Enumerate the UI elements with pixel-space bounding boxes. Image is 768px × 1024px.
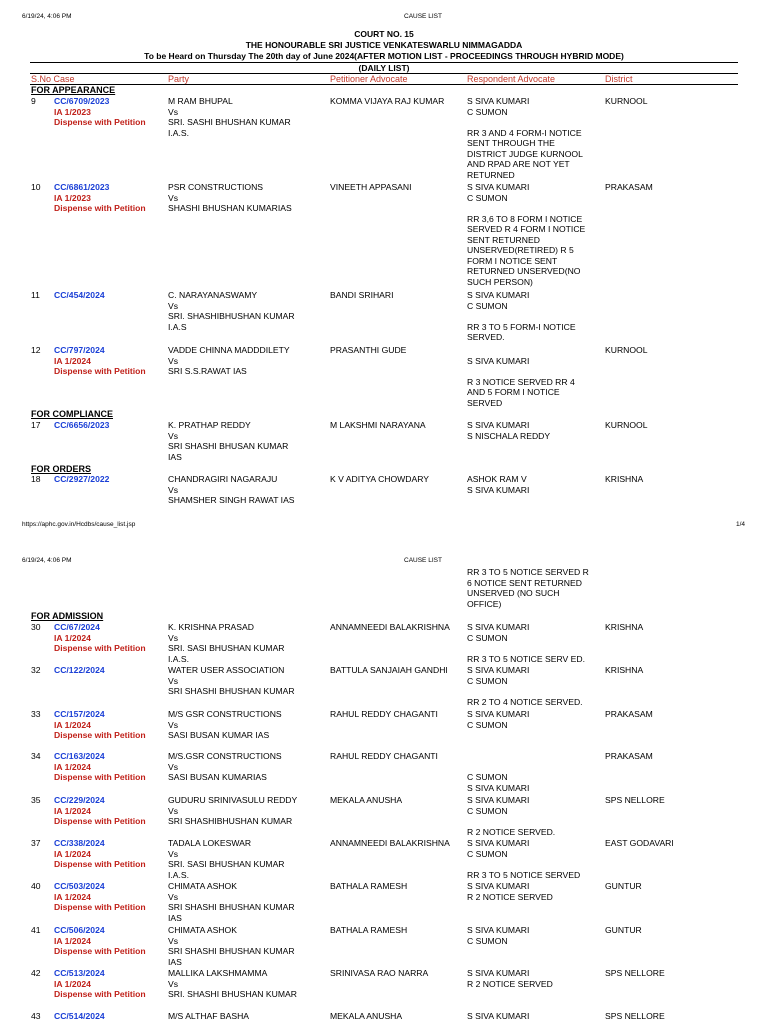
petition-note: Dispense with Petition	[54, 643, 146, 653]
party-line: M/S.GSR CONSTRUCTIONS	[168, 751, 282, 761]
respondent-line: S SIVA KUMARI	[467, 925, 530, 935]
party-block	[168, 709, 282, 741]
respondent-block	[467, 795, 555, 837]
petition-note: Dispense with Petition	[54, 989, 146, 999]
party-line: I.A.S.	[168, 653, 190, 664]
party-block	[168, 881, 295, 923]
case-block	[54, 345, 146, 377]
party-block	[168, 665, 295, 697]
respondent-line: C SUMON	[467, 632, 508, 643]
case-number-link[interactable]: CC/514/2024	[54, 1011, 105, 1021]
case-number-link[interactable]: CC/503/2024	[54, 881, 105, 891]
respondent-line: C SUMON	[467, 719, 508, 730]
party-line: I.A.S.	[168, 869, 190, 880]
party-block	[168, 622, 285, 664]
party-line: SRI. SASHI BHUSHAN KUMAR	[168, 117, 291, 127]
party-line: IAS	[168, 451, 182, 462]
case-number-link[interactable]: CC/6861/2023	[54, 182, 110, 192]
print-date-page2: 6/19/24, 4:06 PM	[22, 557, 72, 564]
party-line: SRI SHASHI BHUSAN KUMAR	[168, 441, 289, 451]
party-line: Vs	[168, 805, 179, 816]
petition-note: Dispense with Petition	[54, 730, 146, 740]
party-line: SRI. SHASHI BHUSHAN KUMAR	[168, 989, 297, 999]
case-number-link[interactable]: CC/122/2024	[54, 665, 105, 675]
district: KRISHNA	[605, 622, 644, 632]
respondent-line: AND 5 FORM I NOTICE	[467, 387, 560, 397]
respondent-line: C SUMON	[467, 772, 508, 782]
party-line: Vs	[168, 761, 179, 772]
serial-number: 30	[31, 622, 41, 632]
respondent-line: FORM I NOTICE SENT	[467, 255, 558, 266]
serial-number: 40	[31, 881, 41, 891]
respondent-line	[467, 859, 580, 870]
respondent-line: SERVED.	[467, 332, 505, 342]
petition-note: Dispense with Petition	[54, 946, 146, 956]
serial-number: 32	[31, 665, 41, 675]
respondent-line: RR 3,6 TO 8 FORM I NOTICE	[467, 213, 583, 224]
case-number-link[interactable]: CC/157/2024	[54, 709, 105, 719]
section-for-appearance: FOR APPEARANCE	[31, 85, 116, 95]
respondent-line: SERVED	[467, 397, 503, 408]
party-line: Vs	[168, 675, 179, 686]
section-for-compliance: FOR COMPLIANCE	[31, 409, 113, 419]
respondent-line: SERVED R 4 FORM I NOTICE	[467, 224, 586, 234]
party-line: Vs	[168, 355, 179, 366]
petitioner-advocate: RAHUL REDDY CHAGANTI	[330, 751, 438, 761]
district: SPS NELLORE	[605, 1011, 665, 1021]
column-header-district: District	[605, 74, 633, 84]
petitioner-advocate: M LAKSHMI NARAYANA	[330, 420, 426, 430]
respondent-line	[467, 203, 585, 214]
case-block	[54, 622, 146, 654]
petition-note: Dispense with Petition	[54, 203, 146, 213]
respondent-line: S SIVA KUMARI	[467, 484, 530, 495]
case-block	[54, 968, 146, 1000]
column-header-sno-case: S.No Case	[31, 74, 75, 84]
respondent-line: S SIVA KUMARI	[467, 355, 530, 366]
district: SPS NELLORE	[605, 968, 665, 978]
respondent-line: C SUMON	[467, 935, 508, 946]
case-block	[54, 925, 146, 957]
petitioner-advocate: ANNAMNEEDI BALAKRISHNA	[330, 838, 450, 848]
respondent-line: RETURNED UNSERVED(NO	[467, 266, 581, 276]
respondent-line: RR 3 AND 4 FORM-I NOTICE	[467, 127, 582, 138]
case-number-link[interactable]: CC/2927/2022	[54, 474, 110, 484]
respondent-block	[467, 474, 529, 495]
respondent-line: RR 3 TO 5 NOTICE SERV ED.	[467, 653, 585, 664]
ia-number: IA 1/2024	[54, 355, 91, 366]
district: PRAKASAM	[605, 182, 653, 192]
respondent-line: C SUMON	[467, 106, 508, 117]
respondent-line: R 3 NOTICE SERVED RR 4	[467, 376, 575, 387]
petition-note: Dispense with Petition	[54, 902, 146, 912]
ia-number: IA 1/2024	[54, 978, 91, 989]
party-line: SRI. SASI BHUSHAN KUMAR	[168, 643, 285, 653]
respondent-line	[467, 762, 529, 773]
case-block	[54, 290, 105, 301]
respondent-line: S SIVA KUMARI	[467, 622, 530, 632]
party-line: M/S GSR CONSTRUCTIONS	[168, 709, 282, 719]
respondent-line: RR 3 TO 5 FORM-I NOTICE	[467, 321, 576, 332]
party-line: SASI BUSAN KUMARIAS	[168, 772, 267, 782]
party-block	[168, 420, 288, 462]
party-block	[168, 1011, 249, 1022]
serial-number: 42	[31, 968, 41, 978]
party-line: C. NARAYANASWAMY	[168, 290, 258, 300]
court-number: COURT NO. 15	[354, 29, 414, 39]
serial-number: 43	[31, 1011, 41, 1021]
respondent-line: DISTRICT JUDGE KURNOOL	[467, 148, 583, 159]
party-line: SRI. SASI BHUSHAN KUMAR	[168, 859, 285, 869]
footer-url[interactable]: https://aphc.gov.in/Hcdbs/cause_list.jsp	[22, 521, 136, 528]
respondent-block	[467, 96, 583, 180]
district: KURNOOL	[605, 96, 648, 106]
case-block	[54, 881, 146, 913]
carry-over-respondent-note: RR 3 TO 5 NOTICE SERVED R 6 NOTICE SENT RETURNED UNSERVED (NO SUCH OFFICE)	[467, 567, 589, 609]
respondent-line: C SUMON	[467, 848, 508, 859]
respondent-block	[467, 665, 583, 707]
party-line: Vs	[168, 632, 179, 643]
respondent-block	[467, 420, 550, 441]
respondent-line: S SIVA KUMARI	[467, 838, 530, 848]
serial-number: 9	[31, 96, 36, 106]
respondent-line: C SUMON	[467, 300, 508, 311]
party-block	[168, 474, 295, 506]
case-block	[54, 838, 146, 870]
respondent-block	[467, 345, 575, 408]
respondent-line: AND RPAD ARE NOT YET	[467, 159, 570, 169]
ia-number: IA 1/2024	[54, 632, 91, 643]
judge-name: THE HONOURABLE SRI JUSTICE VENKATESWARLU NIMMAGADDA	[245, 40, 523, 50]
petitioner-advocate: BATHALA RAMESH	[330, 925, 408, 935]
case-block	[54, 1011, 105, 1022]
case-number-link[interactable]: CC/338/2024	[54, 838, 105, 848]
party-block	[168, 182, 292, 214]
party-line: CHANDRAGIRI NAGARAJU	[168, 474, 278, 484]
party-line: Vs	[168, 719, 179, 730]
serial-number: 17	[31, 420, 41, 430]
party-line: K. KRISHNA PRASAD	[168, 622, 254, 632]
party-line: IAS	[168, 956, 182, 967]
section-for-admission: FOR ADMISSION	[31, 611, 104, 621]
respondent-block	[467, 838, 580, 880]
respondent-line: RR 3 TO 5 NOTICE SERVED	[467, 869, 581, 880]
party-line: M RAM BHUPAL	[168, 96, 233, 106]
petition-note: Dispense with Petition	[54, 772, 146, 782]
district: SPS NELLORE	[605, 795, 665, 805]
party-line: TADALA LOKESWAR	[168, 838, 252, 848]
respondent-line	[467, 816, 555, 827]
respondent-line: C SUMON	[467, 805, 508, 816]
respondent-line: S NISCHALA REDDY	[467, 430, 551, 441]
respondent-line: C SUMON	[467, 675, 508, 686]
party-line: IAS	[168, 912, 182, 923]
case-block	[54, 665, 105, 676]
respondent-line: S SIVA KUMARI	[467, 665, 530, 675]
respondent-block	[467, 182, 585, 287]
respondent-line: S SIVA KUMARI	[467, 420, 530, 430]
petition-note: Dispense with Petition	[54, 859, 146, 869]
party-line: CHIMATA ASHOK	[168, 881, 237, 891]
footer-page-number: 1/4	[736, 521, 746, 528]
ia-number: IA 1/2023	[54, 192, 91, 203]
party-line: PSR CONSTRUCTIONS	[168, 182, 264, 192]
case-block	[54, 709, 146, 741]
respondent-line: R 2 NOTICE SERVED	[467, 978, 553, 989]
respondent-line: C SUMON	[467, 192, 508, 203]
respondent-block	[467, 751, 529, 793]
divider	[30, 84, 738, 85]
ia-number: IA 1/2024	[54, 805, 91, 816]
district: GUNTUR	[605, 881, 642, 891]
party-block	[168, 96, 291, 138]
party-block	[168, 290, 295, 332]
petitioner-advocate: BATHALA RAMESH	[330, 881, 408, 891]
respondent-line	[467, 751, 529, 762]
party-line: M/S ALTHAF BASHA	[168, 1011, 250, 1021]
party-line: WATER USER ASSOCIATION	[168, 665, 285, 675]
party-line: MALLIKA LAKSHMAMMA	[168, 968, 268, 978]
serial-number: 37	[31, 838, 41, 848]
respondent-line: S SIVA KUMARI	[467, 795, 530, 805]
party-line: SRI SHASHI BHUSHAN KUMAR	[168, 946, 295, 956]
party-line: I.A.S	[168, 321, 187, 332]
respondent-line: SUCH PERSON)	[467, 276, 533, 287]
respondent-line	[467, 643, 585, 654]
party-block	[168, 968, 297, 1000]
party-line: CHIMATA ASHOK	[168, 925, 237, 935]
respondent-line: SENT RETURNED	[467, 234, 540, 245]
respondent-line: SENT THROUGH THE	[467, 138, 555, 148]
respondent-line: S SIVA KUMARI	[467, 782, 530, 793]
respondent-line: ASHOK RAM V	[467, 474, 527, 484]
case-block	[54, 96, 146, 128]
party-block	[168, 838, 285, 880]
respondent-line: RETURNED	[467, 169, 515, 180]
serial-number: 33	[31, 709, 41, 719]
party-line: K. PRATHAP REDDY	[168, 420, 251, 430]
case-number-link[interactable]: CC/6709/2023	[54, 96, 110, 106]
district: PRAKASAM	[605, 709, 653, 719]
petitioner-advocate: VINEETH APPASANI	[330, 182, 412, 192]
respondent-block	[467, 1011, 529, 1022]
petitioner-advocate: RAHUL REDDY CHAGANTI	[330, 709, 438, 719]
serial-number: 35	[31, 795, 41, 805]
party-line: SRI S.S.RAWAT IAS	[168, 366, 247, 376]
respondent-line	[467, 117, 583, 128]
respondent-block	[467, 925, 529, 946]
respondent-line: S SIVA KUMARI	[467, 709, 530, 719]
party-line: Vs	[168, 300, 179, 311]
respondent-line: RR 2 TO 4 NOTICE SERVED.	[467, 696, 583, 707]
case-block	[54, 182, 146, 214]
serial-number: 11	[31, 290, 40, 300]
case-number-link[interactable]: CC/454/2024	[54, 290, 105, 300]
respondent-line: R 2 NOTICE SERVED.	[467, 826, 556, 837]
section-for-orders: FOR ORDERS	[31, 464, 92, 474]
petitioner-advocate: K V ADITYA CHOWDARY	[330, 474, 430, 484]
party-line: Vs	[168, 192, 179, 203]
district: PRAKASAM	[605, 751, 653, 761]
case-number-link[interactable]: CC/6656/2023	[54, 420, 110, 430]
respondent-line: S SIVA KUMARI	[467, 96, 530, 106]
party-line: SHAMSHER SINGH RAWAT IAS	[168, 495, 295, 505]
case-number-link[interactable]: CC/229/2024	[54, 795, 105, 805]
serial-number: 10	[31, 182, 41, 192]
party-line: SASI BUSAN KUMAR IAS	[168, 730, 270, 740]
petitioner-advocate: BANDI SRIHARI	[330, 290, 394, 300]
case-number-link[interactable]: CC/513/2024	[54, 968, 105, 978]
ia-number: IA 1/2024	[54, 935, 91, 946]
respondent-line: S SIVA KUMARI	[467, 881, 530, 891]
print-date: 6/19/24, 4:06 PM	[22, 13, 72, 20]
party-line: Vs	[168, 978, 179, 989]
respondent-line	[467, 686, 583, 697]
party-block	[168, 751, 282, 783]
party-line: Vs	[168, 484, 179, 495]
respondent-line: S SIVA KUMARI	[467, 290, 530, 300]
party-line: Vs	[168, 430, 179, 441]
hearing-date: To be Heard on Thursday The 20th day of June 2024(AFTER MOTION LIST - PROCEEDINGS THROUGH HYBRID MODE)	[144, 51, 624, 61]
case-block	[54, 751, 146, 783]
petitioner-advocate: MEKALA ANUSHA	[330, 1011, 403, 1021]
respondent-line: UNSERVED(RETIRED) R 5	[467, 245, 574, 255]
respondent-block	[467, 968, 553, 989]
ia-number: IA 1/2024	[54, 891, 91, 902]
respondent-block	[467, 622, 585, 664]
case-number-link[interactable]: CC/506/2024	[54, 925, 105, 935]
party-line: SRI SHASHIBHUSHAN KUMAR	[168, 816, 293, 826]
party-line: VADDE CHINNA MADDDILETY	[168, 345, 290, 355]
district: GUNTUR	[605, 925, 642, 935]
respondent-block	[467, 881, 553, 902]
print-title-page2: CAUSE LIST	[404, 557, 442, 564]
column-header-respondent-advocate: Respondent Advocate	[467, 74, 556, 84]
respondent-line: S SIVA KUMARI	[467, 1011, 530, 1021]
case-number-link[interactable]: CC/67/2024	[54, 622, 100, 632]
case-block	[54, 474, 109, 485]
respondent-line	[467, 366, 575, 377]
print-title: CAUSE LIST	[404, 13, 442, 20]
petitioner-advocate: KOMMA VIJAYA RAJ KUMAR	[330, 96, 445, 106]
district: KRISHNA	[605, 665, 644, 675]
serial-number: 41	[31, 925, 41, 935]
case-block	[54, 795, 146, 827]
party-block	[168, 925, 295, 967]
serial-number: 18	[31, 474, 41, 484]
respondent-line: S SIVA KUMARI	[467, 182, 530, 192]
party-block	[168, 795, 297, 827]
party-line: SRI. SHASHIBHUSHAN KUMAR	[168, 311, 295, 321]
district: EAST GODAVARI	[605, 838, 674, 848]
column-header-party: Party	[168, 74, 190, 84]
serial-number: 34	[31, 751, 41, 761]
ia-number: IA 1/2024	[54, 761, 91, 772]
respondent-line: R 2 NOTICE SERVED	[467, 891, 553, 902]
petitioner-advocate: BATTULA SANJAIAH GANDHI	[330, 665, 448, 675]
party-line: I.A.S.	[168, 127, 190, 138]
petitioner-advocate: ANNAMNEEDI BALAKRISHNA	[330, 622, 450, 632]
party-line: SHASHI BHUSHAN KUMARIAS	[168, 203, 292, 213]
ia-number: IA 1/2024	[54, 719, 91, 730]
petitioner-advocate: MEKALA ANUSHA	[330, 795, 403, 805]
respondent-line	[467, 311, 576, 322]
respondent-line: S SIVA KUMARI	[467, 968, 530, 978]
petition-note: Dispense with Petition	[54, 816, 146, 826]
party-line: Vs	[168, 106, 179, 117]
respondent-block	[467, 290, 576, 343]
ia-number: IA 1/2024	[54, 848, 91, 859]
party-line: SRI SHASHI BHUSHAN KUMAR	[168, 902, 295, 912]
case-number-link[interactable]: CC/163/2024	[54, 751, 105, 761]
case-block	[54, 420, 109, 431]
respondent-line	[467, 345, 575, 356]
district: KRISHNA	[605, 474, 644, 484]
ia-number: IA 1/2023	[54, 106, 91, 117]
party-line: Vs	[168, 891, 179, 902]
petitioner-advocate: PRASANTHI GUDE	[330, 345, 407, 355]
party-block	[168, 345, 290, 377]
respondent-block	[467, 709, 529, 730]
petitioner-advocate: SRINIVASA RAO NARRA	[330, 968, 429, 978]
district: KURNOOL	[605, 420, 648, 430]
district: KURNOOL	[605, 345, 648, 355]
column-header-petitioner-advocate: Petitioner Advocate	[330, 74, 408, 84]
case-number-link[interactable]: CC/797/2024	[54, 345, 105, 355]
party-line: GUDURU SRINIVASULU REDDY	[168, 795, 298, 805]
party-line: SRI SHASHI BHUSHAN KUMAR	[168, 686, 295, 696]
serial-number: 12	[31, 345, 41, 355]
petition-note: Dispense with Petition	[54, 117, 146, 127]
party-line: Vs	[168, 935, 179, 946]
list-type: (DAILY LIST)	[358, 63, 410, 73]
petition-note: Dispense with Petition	[54, 366, 146, 376]
party-line: Vs	[168, 848, 179, 859]
